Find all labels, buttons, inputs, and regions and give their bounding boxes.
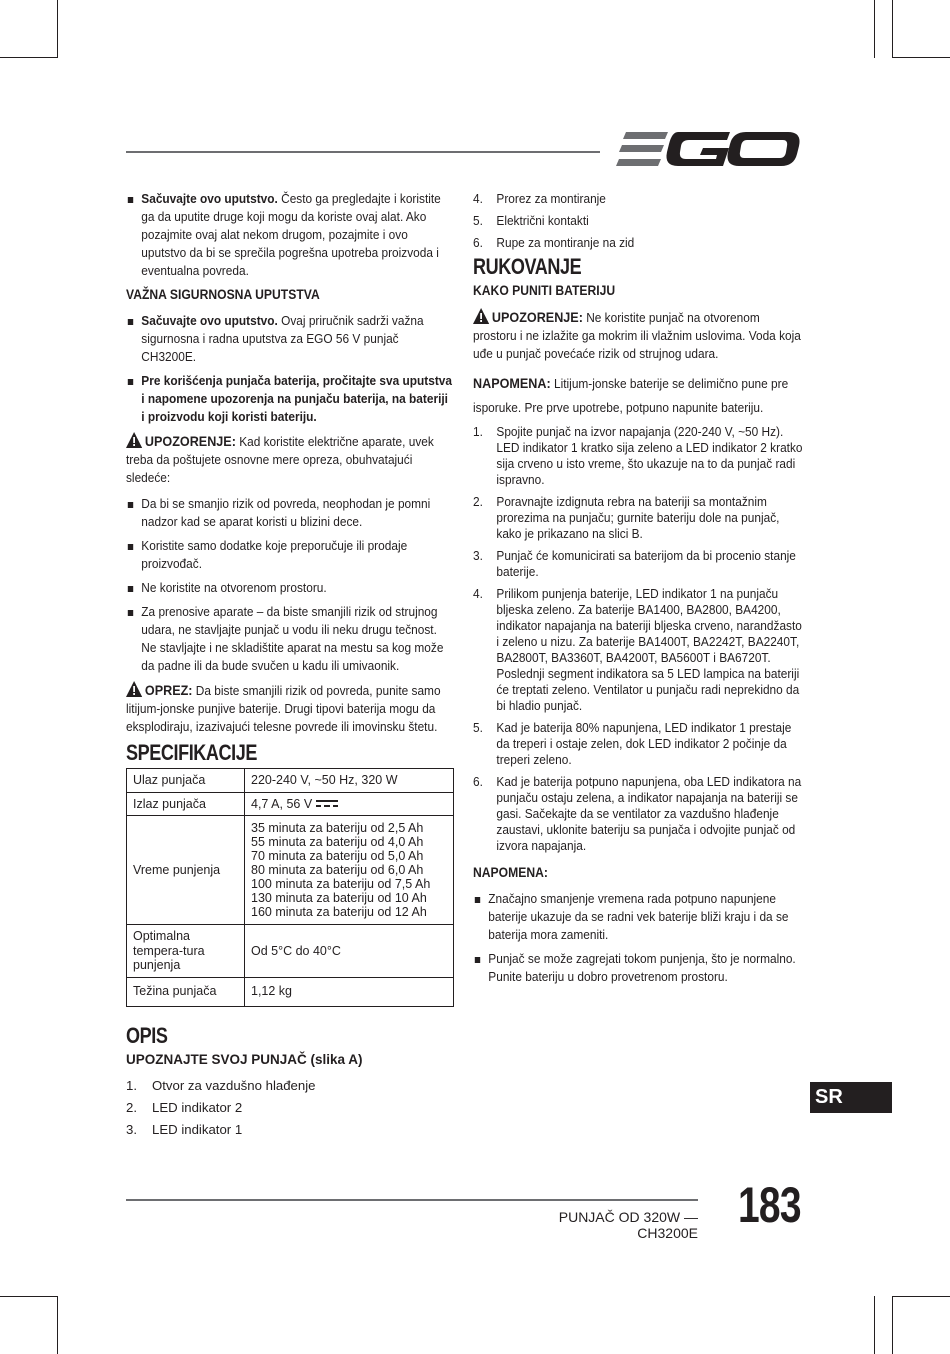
- spec-key: Izlaz punjača: [127, 792, 245, 816]
- crop-mark: [892, 1296, 950, 1297]
- list-item: [126, 1077, 454, 1095]
- warning-item: [126, 495, 454, 531]
- safety-item-bold: Pre korišćenja punjača baterija, pročitajte sva uputstva i napomene upozorenja na punjaču baterija, na bateriji i proizvodu koji koristi bateriju.: [141, 373, 452, 424]
- list-text: Električni kontakti: [496, 213, 589, 228]
- spec-value: 220-240 V, ~50 Hz, 320 W: [245, 769, 454, 793]
- table-row: [127, 816, 454, 925]
- spec-table: [126, 768, 454, 1007]
- safety-heading: VAŽNA SIGURNOSNA UPUTSTVA: [126, 287, 320, 302]
- crop-mark: [874, 0, 875, 58]
- note-item: [473, 890, 803, 944]
- spec-key: Optimalna tempera-tura punjenja: [127, 925, 245, 978]
- crop-mark: [874, 1296, 875, 1354]
- spec-heading: SPECIFIKACIJE: [126, 740, 258, 765]
- note-item-text: Punjač se može zagrejati tokom punjenja, što je normalno. Punite bateriju u dobro provetrenom prostoru.: [488, 951, 796, 984]
- spec-key: Ulaz punjača: [127, 769, 245, 793]
- charge-time: 35 minuta za bateriju od 2,5 Ah: [251, 821, 424, 835]
- crop-mark: [892, 57, 950, 58]
- warning-item-text: Ne koristite na otvorenom prostoru.: [141, 580, 327, 595]
- charge-time: 70 minuta za bateriju od 5,0 Ah: [251, 849, 424, 863]
- crop-mark: [0, 57, 58, 58]
- note-item: [473, 950, 803, 986]
- spec-value: [245, 816, 454, 925]
- list-item: [126, 1121, 454, 1139]
- step-text: Spojite punjač na izvor napajanja (220-240 V, ~50 Hz). LED indikator 1 kratko sija zeleno a LED indikator 2 kratko sija crveno u isto vreme, što ukazuje na to da punjač radi ispravno.: [496, 424, 803, 487]
- list-item: [473, 212, 803, 230]
- step-text: Kad je baterija 80% napunjena, LED indikator 1 prestaje da treperi i ostaje zelen, dok LED indikator 2 počinje da treperi zeleno.: [496, 720, 792, 767]
- caution-label: OPREZ:: [144, 682, 193, 698]
- warning-paragraph: [473, 308, 803, 363]
- bullet-icon: [128, 379, 133, 385]
- step-item: [473, 424, 803, 488]
- safety-item: [126, 372, 454, 426]
- charge-time: 160 minuta za bateriju od 12 Ah: [251, 905, 427, 919]
- caution-text: Da biste smanjili rizik od povreda, punite samo litijum-jonske punjive baterije. Drugi tipovi baterija mogu da eksplodiraju, izazivajući telesne povrede ili imovinsku štetu.: [126, 683, 441, 734]
- step-item: [473, 586, 803, 714]
- warning-text: Ne koristite punjač na otvorenom prostoru i ne izlažite ga mokrim ili vlažnim uslovima. Voda koja uđe u punjač povećaće rizik od strujnog udara.: [473, 310, 801, 361]
- bullet-icon: [128, 544, 133, 550]
- list-number: 2.: [126, 1099, 137, 1115]
- table-row: [127, 792, 454, 816]
- step-text: Prilikom punjenja baterije, LED indikator 1 na punjaču bljeska zeleno. Za baterije BA1400, BA2800, BA4200, indikator napajanja na bateriji bljeska crveno, narandžasto i zeleno u nizu. Za baterije BA1400T, BA2242T, BA2240T, BA2800T, BA3360T, BA4200T, BA5600T i BA6720T. Poslednji segment indikatora sa 5 LED lampica na bateriji će treptati zeleno. Ventilator u punjaču radi neprekidno da bi hladio punjač.: [496, 586, 802, 713]
- list-text: Otvor za vazdušno hlađenje: [152, 1077, 316, 1093]
- bullet-icon: [128, 610, 133, 616]
- warning-text: Kad koristite električne aparate, uvek treba da poštujete osnovne mere opreza, obuhvatajući sledeće:: [126, 434, 434, 485]
- list-number: 1.: [126, 1077, 137, 1093]
- list-text: Prorez za montiranje: [496, 191, 606, 206]
- list-text: LED indikator 1: [152, 1121, 243, 1137]
- safety-item-bold: Sačuvajte ovo uputstvo.: [141, 313, 278, 328]
- note-heading: NAPOMENA:: [473, 865, 548, 880]
- step-text: Punjač će komunicirati sa baterijom da bi procenio stanje baterije.: [496, 548, 796, 579]
- step-number: 1.: [473, 424, 483, 439]
- language-tab: SR: [810, 1082, 892, 1113]
- bullet-icon: [128, 586, 133, 592]
- spec-key: Vreme punjenja: [127, 816, 245, 925]
- charge-time: 130 minuta za bateriju od 10 Ah: [251, 891, 427, 905]
- charge-time: 55 minuta za bateriju od 4,0 Ah: [251, 835, 424, 849]
- spec-output-text: 4,7 A, 56 V: [251, 796, 313, 811]
- spec-value: [245, 792, 454, 816]
- bullet-icon: [475, 957, 480, 963]
- list-number: 5.: [473, 213, 483, 228]
- step-item: [473, 494, 803, 542]
- warning-paragraph: [126, 432, 454, 487]
- crop-mark: [892, 0, 893, 58]
- warning-icon: [126, 681, 142, 697]
- bullet-icon: [128, 197, 133, 203]
- intro-bold: Sačuvajte ovo uputstvo.: [141, 191, 278, 206]
- page-number: 183: [738, 1177, 801, 1233]
- list-item: [473, 190, 803, 208]
- crop-mark: [0, 1296, 58, 1297]
- list-number: 6.: [473, 235, 483, 250]
- footer-rule: [126, 1199, 698, 1201]
- safety-item: [126, 312, 454, 366]
- charge-time: 80 minuta za bateriju od 6,0 Ah: [251, 863, 424, 877]
- step-text: Kad je baterija potpuno napunjena, oba LED indikatora na punjaču ostaju zelena, a indikator napajanja na bateriji se gasi. Sačekajte da se ventilator za vazdušno hlađenje zaustavi, uklonite bateriju sa punjača i odvojite punjač od izvora napajanja.: [496, 774, 802, 853]
- table-row: [127, 925, 454, 978]
- warning-item-text: Za prenosive aparate – da biste smanjili rizik od strujnog udara, ne stavljajte punjač u vodu ili neku drugu tečnost. Ne stavljajte i ne skladištite aparat na mestu sa kog može da padne ili da bude svučen u kadu ili umivaonik.: [141, 604, 444, 673]
- step-number: 3.: [473, 548, 483, 563]
- warning-item-text: Da bi se smanjio rizik od povreda, neophodan je pomni nadzor kad se aparat koristi u blizini dece.: [141, 496, 431, 529]
- intro-item: [126, 190, 454, 280]
- bullet-icon: [128, 319, 133, 325]
- step-number: 6.: [473, 774, 483, 789]
- charge-time: 100 minuta za bateriju od 7,5 Ah: [251, 877, 431, 891]
- list-text: Rupe za montiranje na zid: [496, 235, 635, 250]
- note-text: Litijum-jonske baterije se delimično pune pre isporuke. Pre prve upotrebe, potpuno napunite bateriju.: [473, 376, 789, 415]
- footer-title: PUNJAČ OD 320W — CH3200E: [558, 1209, 698, 1241]
- note-label: NAPOMENA:: [473, 375, 551, 391]
- table-row: [127, 769, 454, 793]
- crop-mark: [892, 1296, 893, 1354]
- warning-icon: [473, 308, 489, 324]
- caution-paragraph: [126, 681, 454, 736]
- operation-heading: RUKOVANJE: [473, 254, 582, 279]
- left-column: [126, 190, 454, 1145]
- warning-label: UPOZORENJE:: [491, 309, 583, 325]
- step-item: [473, 720, 803, 768]
- dc-symbol-icon: [316, 799, 338, 809]
- ego-logo: [616, 128, 800, 172]
- list-text: LED indikator 2: [152, 1099, 243, 1115]
- warning-item-text: Koristite samo dodatke koje preporučuje ili prodaje proizvođač.: [141, 538, 408, 571]
- desc-heading: OPIS: [126, 1022, 168, 1048]
- header-rule: [126, 151, 600, 153]
- warning-item: [126, 603, 454, 675]
- step-number: 4.: [473, 586, 483, 601]
- note-paragraph: [473, 371, 803, 420]
- warning-icon: [126, 432, 142, 448]
- step-item: [473, 774, 803, 854]
- step-number: 5.: [473, 720, 483, 735]
- right-column: [473, 190, 803, 992]
- list-item: [473, 234, 803, 252]
- crop-mark: [57, 0, 58, 58]
- step-item: [473, 548, 803, 580]
- operation-subheading: KAKO PUNITI BATERIJU: [473, 283, 616, 298]
- intro-text: Često ga pregledajte i koristite ga da uputite druge koji mogu da koriste ovaj alat. Ako pozajmite ovaj alat nekom drugom, pozajmite i ovo uputstvo da bi se sprečila pogrešna upotreba proizvoda i eventualna povreda.: [141, 191, 441, 278]
- step-number: 2.: [473, 494, 483, 509]
- bullet-icon: [475, 897, 480, 903]
- table-row: [127, 977, 454, 1006]
- safety-item-text: Ovaj priručnik sadrži važna sigurnosna i radna uputstva za EGO 56 V punjač CH3200E.: [141, 313, 424, 364]
- list-item: [126, 1099, 454, 1117]
- spec-key: Težina punjača: [127, 977, 245, 1006]
- warning-label: UPOZORENJE:: [144, 433, 236, 449]
- list-number: 4.: [473, 191, 483, 206]
- spec-value: 1,12 kg: [245, 977, 454, 1006]
- warning-item: [126, 579, 454, 597]
- warning-item: [126, 537, 454, 573]
- note-item-text: Značajno smanjenje vremena rada potpuno napunjene baterije ukazuje da se radni vek baterije bliži kraju i da se baterija mora zameniti.: [488, 891, 789, 942]
- desc-subheading: UPOZNAJTE SVOJ PUNJAČ (slika A): [126, 1051, 363, 1067]
- crop-mark: [57, 1296, 58, 1354]
- spec-value: Od 5°C do 40°C: [245, 925, 454, 978]
- bullet-icon: [128, 502, 133, 508]
- list-number: 3.: [126, 1121, 137, 1137]
- step-text: Poravnajte izdignuta rebra na bateriji sa montažnim prorezima na punjaču; gurnite bateriju dole na punjač, kako je prikazano na slici B.: [496, 494, 780, 541]
